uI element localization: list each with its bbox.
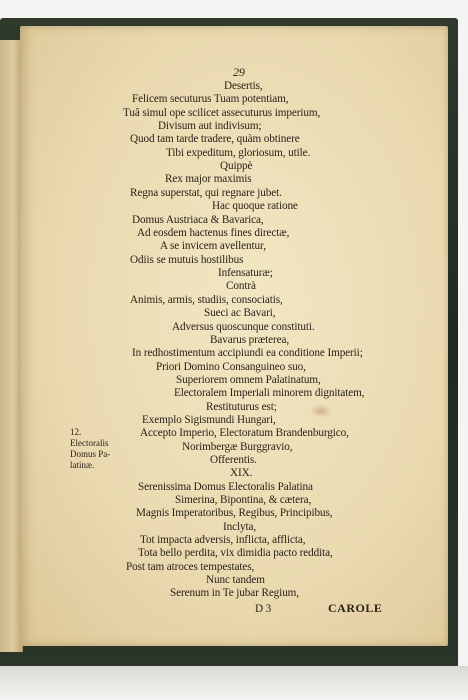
text-line: Odiis se mutuis hostilibus [130,254,244,266]
margin-note-line: Electoralis [70,438,109,448]
page-number: 29 [233,65,245,79]
text-line: Accepto Imperio, Electoratum Brandenburgico, [140,427,349,439]
text-line: Infensaturæ; [218,267,273,279]
text-line: Offerentis. [210,454,257,466]
text-line: Rex major maximis [165,173,252,185]
text-line: Quippè [220,160,253,172]
text-line: Tibi expeditum, gloriosum, utile. [166,147,311,159]
text-line: Divisum aut indivisum; [158,120,262,132]
text-line: Magnis Imperatoribus, Regibus, Principibus, [136,507,333,519]
text-line: Sueci ac Bavari, [204,307,276,319]
text-line: Restituturus est; [206,401,277,413]
signature-mark: D 3 [255,603,272,615]
margin-note-line: 12. [70,427,82,437]
text-line: Tota bello perdita, vix dimidia pacto reddita, [138,547,333,559]
margin-note-line: Domus Pa- [70,449,111,459]
text-line: Priori Domino Consanguineo suo, [156,361,306,373]
text-line: Tot impacta adversis, inflicta, afflicta, [140,534,306,546]
text-line: Ad eosdem hactenus fines directæ, [137,227,290,239]
text-line: In redhostimentum accipiundi ea conditione Imperii; [132,347,363,359]
text-line: Quod tam tarde tradere, quàm obtinere [130,133,300,145]
text-line: Bavarus præterea, [210,334,290,346]
text-line: Superiorem omnem Palatinatum, [176,374,321,386]
table-surface [0,666,468,700]
section-number: XIX. [230,467,253,479]
text-line: Animis, armis, studiis, consociatis, [130,294,283,306]
text-line: Simerina, Bipontina, & cætera, [175,494,312,506]
text-line: Exemplo Sigismundi Hungari, [142,414,276,426]
text-line: Tuâ simul ope scilicet assecuturus imperium, [123,107,321,119]
text-line: Regna superstat, qui regnare jubet. [130,187,282,199]
margin-note [70,427,110,471]
text-line: Serenum in Te jubar Regium, [170,587,299,599]
text-line: Inclyta, [223,521,257,533]
text-line: Desertis, [224,80,263,92]
text-line: Hac quoque ratione [212,200,298,212]
catchword: CAROLE [328,601,383,615]
text-line: A se invicem avellentur, [160,240,266,252]
text-line: Adversus quoscunque constituti. [172,321,315,333]
text-line: Felicem secuturus Tuam potentiam, [132,93,289,105]
margin-note-line: latinæ. [70,460,95,470]
book-page [20,26,448,646]
text-line: Serenissima Domus Electoralis Palatina [138,481,313,493]
text-line: Domus Austriaca & Bavarica, [132,214,264,226]
text-line: Norimbergæ Burggravio, [182,441,293,453]
text-line: Electoralem Imperiali minorem dignitatem, [174,387,365,399]
text-line: Post tam atroces tempestates, [126,561,255,573]
text-line: Contrà [226,280,256,292]
page-text [20,26,448,646]
text-line: Nunc tandem [206,574,265,586]
